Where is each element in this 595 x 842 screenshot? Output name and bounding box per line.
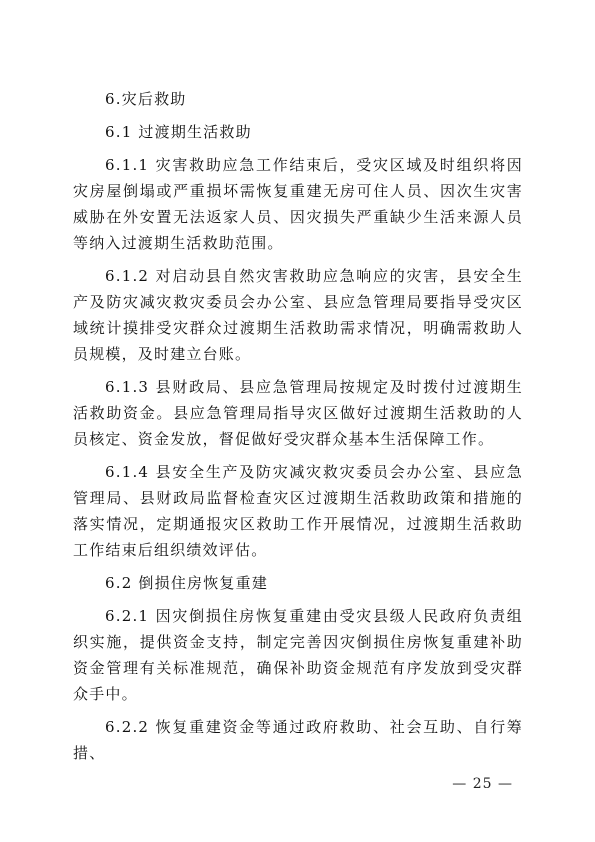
subsection-heading: 6.1 过渡期生活救助 [105, 123, 252, 141]
paragraph-6-1-2: 6.1.2 对启动县自然灾害救助应急响应的灾害，县安全生产及防灾减灾救灾委员会办公室、县应急管理局要指导受灾区域统计摸排受灾群众过渡期生活救助需求情况，明确需救助人员规模，及时建立台账。 [73, 267, 523, 363]
paragraph-6-1-3: 6.1.3 县财政局、县应急管理局按规定及时拨付过渡期生活救助资金。县应急管理局指导灾区做好过渡期生活救助的人员核定、资金发放，督促做好受灾群众基本生活保障工作。 [73, 378, 523, 448]
subsection-heading-6-2: 6.2 倒损住房恢复重建 [105, 574, 269, 592]
paragraph-6-2-2: 6.2.2 恢复重建资金等通过政府救助、社会互助、自行筹措、 [73, 718, 523, 762]
section-heading: 6.灾后救助 [105, 90, 187, 108]
paragraph-6-1-1: 6.1.1 灾害救助应急工作结束后，受灾区域及时组织将因灾房屋倒塌或严重损坏需恢复重建无房可住人员、因次生灾害威胁在外安置无法返家人员、因灾损失严重缺少生活来源人员等纳入过渡期生活救助范围。 [73, 156, 523, 252]
document-body [73, 86, 523, 773]
paragraph-6-2-1: 6.2.1 因灾倒损住房恢复重建由受灾县级人民政府负责组织实施，提供资金支持，制定完善因灾倒损住房恢复重建补助资金管理有关标准规范，确保补助资金规范有序发放到受灾群众手中。 [73, 607, 523, 703]
paragraph-6-1-4: 6.1.4 县安全生产及防灾减灾救灾委员会办公室、县应急管理局、县财政局监督检查灾区过渡期生活救助政策和措施的落实情况，定期通报灾区救助工作开展情况，过渡期生活救助工作结束后组织绩效评估。 [73, 463, 523, 559]
page-number: — 25 — [452, 776, 513, 792]
